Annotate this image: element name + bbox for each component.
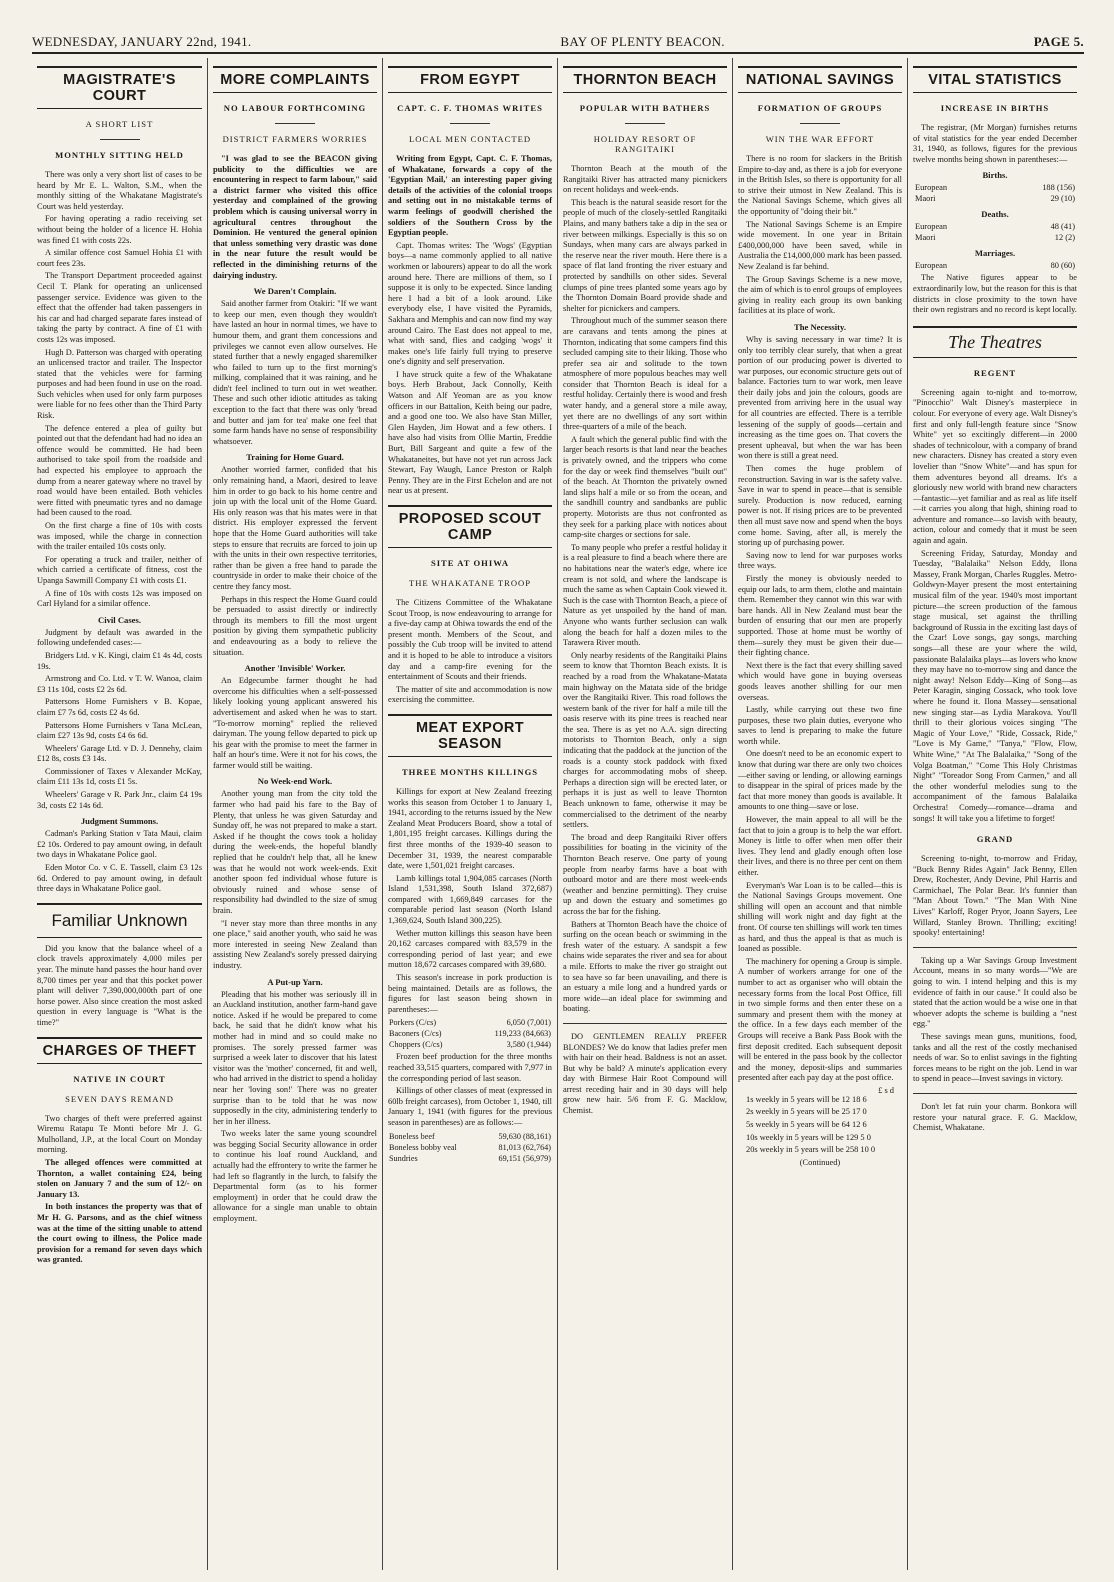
article-title: MAGISTRATE'S COURT: [37, 66, 202, 109]
article-subtitle: FORMATION OF GROUPS: [757, 103, 883, 113]
section-heading: GRAND: [976, 834, 1014, 845]
paragraph: Bridgers Ltd. v K. Kingi, claim £1 4s 4d, costs 19s.: [37, 650, 202, 671]
paragraph: However, the main appeal to all will be the fact that to join a group is to help the war effort. Money is little to offer when men offer their lives. They lend and gladly enough often lose their lives, and there is no three per cent on them either.: [738, 815, 902, 877]
paragraph: Another worried farmer, confided that his only remaining hand, a Maori, desired to leave him in order to go back to his home centre and join up with the local unit of the Home Guard. His only reason was that his mates were in that district. His employer expressed the fervent hope that the Home Guard authorities will take steps to ensure that recruits are forced to join up with the units in their own respective territories, rather than be given a free hand to parade the countryside in order to make their choice of the centre they fancy most.: [213, 465, 377, 591]
article-title: FROM EGYPT: [388, 66, 552, 93]
paragraph: The Group Savings Scheme is a new move, the aim of which is to enrol groups of employees giving in reality each group its own banking facilities at its place of work.: [738, 274, 902, 316]
paragraph: Thornton Beach at the mouth of the Rangitaiki River has attracted many picnickers on recent holidays and week-ends.: [563, 164, 727, 195]
advertisement: DO GENTLEMEN REALLY PREFER BLONDES? We do know that ladies prefer men with hair on their head. Baldness is not an asset. But why be bald? A minute's application every day with Birmese Hair Root Compound will arrest receding hair and in 30 days will help grow new hair. 5/6 from F. G. Macklow, Chemist.: [563, 1031, 727, 1116]
table-row: 2s weekly in 5 years will be 25 17 0: [746, 1107, 867, 1117]
column-national-savings: [732, 58, 907, 1570]
paragraph: Two weeks later the same young scoundrel was begging Social Security allowance in order to continue his loaf round Auckland, and actually had the effrontery to write the farmer he had left so flagrantly in the lurch, to falsify the Departmental form (as to his former employment) in order that he could draw the allowance for a single man unable to obtain employment.: [213, 1129, 377, 1224]
article-subtitle: POPULAR WITH BATHERS: [579, 103, 711, 113]
paragraph: Bathers at Thornton Beach have the choice of surfing on the ocean beach or swimming in the fresh water of the estuary. A sandspit a few chains wide separates the river and sea for about a mile. Efforts to make the river go straight out to sea have so far been unavailing, and there is an estuary a mile long and a hundred yards or more wide—an ideal place for swimming and boating.: [563, 919, 727, 1014]
table-row: 20s weekly in 5 years will be 258 10 0: [746, 1145, 876, 1155]
paragraph: Screening again to-night and to-morrow, "Pinocchio" Walt Disney's masterpiece in colour. For everyone of every age. Walt Disney's first and only full-length feature since "Snow White" yet so excitingly different—in 2000 shades of technicolour, with a company of brand new characters. Disney has created a story even lovelier than "Snow White"—and has spun for them adventures beyond all dreams. It's a gloriously new world with brand new characters—fantastic—yet familiar and as real as life itself—it carries you along that high, shining road to adventure and romance—so lavish with beauty, action, colour and comedy that it must be seen again and again.: [913, 387, 1077, 546]
article-subtitle: THREE MONTHS KILLINGS: [401, 766, 539, 777]
article-title: THORNTON BEACH: [563, 66, 727, 93]
paragraph: Killings for export at New Zealand freezing works this season from October 1 to January 1, 1941, according to the returns issued by the New Zealand Meat Producers Board, show a total of 1,801,195 freight carcases. Killings during the first three months of the 1939-40 season to December 31, 1939, the nearest comparable date, were 1,501,021 freight carcases.: [388, 786, 552, 871]
paragraph: In both instances the property was that of Mr H. G. Parsons, and as the chief witness was at the time of the sitting unable to attend the court owing to illness, the Police made provision for a remand for seven days which was granted.: [37, 1202, 202, 1265]
column-more-complaints: [207, 58, 382, 1570]
paragraph: Two charges of theft were preferred against Wiremu Ratapu Te Monti before Mr J. G. Mulholland, J.P., at the local Court on Monday morning.: [37, 1113, 202, 1155]
article-title: CHARGES OF THEFT: [37, 1037, 202, 1064]
paragraph: Armstrong and Co. Ltd. v T. W. Wanoa, claim £3 11s 10d, costs £2 2s 6d.: [37, 674, 202, 694]
paper-name: BAY OF PLENTY BEACON.: [560, 34, 725, 49]
paragraph: Firstly the money is obviously needed to equip our lads, to arm them, clothe and maintain them. Remember they cannot win this war with bare hands. All in New Zealand must bear the burden of ensuring that our men are properly supported. Those at home must be worthy of them—surely they must be given their due—their fighting chance.: [738, 573, 902, 658]
article-title: PROPOSED SCOUT CAMP: [388, 505, 552, 548]
paragraph: Capt. Thomas writes: The 'Wogs' (Egyptian boys—a name commonly applied to all native workmen or labourers) appear to do all the work around here. There are millions of them, so I suppose it is only to be expected. Since landing here I had a bit of a look around. Like everybody else, I have visited the Pyramids, Sakhara and Memphis and can now find my way around Cairo. The East does not appeal to me, what with sand, flies and cadging 'wogs' it makes one's life fairly full trying to preserve one's dignity and self preservation.: [388, 240, 552, 367]
article-subtitle: SEVEN DAYS REMAND: [65, 1093, 174, 1104]
paragraph: This beach is the natural seaside resort for the people of much of the closely-settled Rangitaiki Plains, and many bathers take a dip in the sea or river between milkings. Especially is this so on Sundays, when many cars are always parked in the reserve near the river mouth. Here there is a space of flat land fronting the river estuary and protected by sandhills on other sides. Several clumps of pine trees planted some years ago by the Thornton Domain Board provide shade and shelter for picnickers and campers.: [563, 197, 727, 313]
paragraph: The National Savings Scheme is an Empire wide movement. In one year in Britain £400,000,000 have been saved, while in Australia the £14,000,000 mark has been passed. New Zealand is far behind.: [738, 219, 902, 271]
paragraph: Pattersons Home Furnishers v Tana McLean, claim £27 13s 9d, costs £4 6s 6d.: [37, 720, 202, 741]
paragraph: A fine of 10s with costs 12s was imposed on Carl Hyland for a similar offence.: [37, 588, 202, 609]
article-subtitle: NO LABOUR FORTHCOMING: [223, 103, 367, 113]
paragraph: Said another farmer from Otakiri: "If we want to keep our men, even though they wouldn't have lasted an hour in normal times, we have to humour them, and grant them concessions and privileges we cannot even allow ourselves. He stated further that a newly engaged sharemilker who failed to turn up to the first morning's milking, complained that it was raining, and he didn't feel inclined to turn out in wet weather. These and such other idiotic attitudes as taking exception to the fact that there was only 'bread and butter and jam for tea' make one feel that some farm hands have no sense of responsibility whatsoever.: [213, 299, 377, 446]
paragraph: Frozen beef production for the three months reached 33,515 quarters, compared with 7,977 in the corresponding period of last season.: [388, 1052, 552, 1083]
column-vital-statistics: [907, 58, 1082, 1570]
masthead: [32, 30, 1084, 54]
paragraph: Eden Motor Co. v C. E. Tassell, claim £3 12s 6d. Ordered to pay amount owing, in default three days in Whakatane Police gaol.: [37, 863, 202, 894]
paragraph: The registrar, (Mr Morgan) furnishes returns of vital statistics for the year ended December 31, 1940, as follows, figures for the previous twelve months being shown in parentheses:—: [913, 123, 1077, 164]
article-title: MORE COMPLAINTS: [213, 66, 377, 93]
paragraph: Screening to-night, to-morrow and Friday, "Buck Benny Rides Again" Jack Benny, Ellen Drew, Rochester, Andy Devine, Phil Harris and Carmichael, The Polar Bear. It's funnier than "Man About Town." "The Man With Nine Lives" Karloff, Roger Pryor, Joann Sayers, Lee Willard, Stanley Brown. Thrilling; exciting! spooky! entertaining!: [913, 854, 1077, 938]
paragraph: Throughout much of the summer season there are caravans and tents among the pines at Thornton, indicating that some campers find this secluded camping site to their liking. Those who prefer sea air and solitude to the town atmosphere of more populous beaches may well consider that Thornton Beach is ideal for a restful holiday. Certainly there is wood and fresh water handy, and a general store a mile away, yet there are no dwellings of any sort within three-quarters of a mile of the beach.: [563, 316, 727, 432]
article-subtitle: MONTHLY SITTING HELD: [55, 150, 184, 160]
table-row: 10s weekly in 5 years will be 129 5 0: [746, 1132, 871, 1142]
paragraph: The broad and deep Rangitaiki River offers possibilities for boating in the vicinity of the Thornton Beach reserve. One party of young people from nearby farms have a boat with outboard motor and are there most week-ends (weather and benzine permitting). They cruise up and down the estuary and sometimes go across the bar for the fishing.: [563, 832, 727, 916]
lead-paragraph: Writing from Egypt, Capt. C. F. Thomas, of Whakatane, forwards a copy of the 'Egyptian Mail,' an interesting paper giving details of the activities of the colonial troops and setting out in no mistakable terms of warm feelings of goodwill cherished the soldiers of the Southern Cross by the Egyptian people.: [388, 154, 552, 238]
killings-table: Boneless beef 59,630 (88,161) Boneless bobby veal 81,013 (62,764) Sundries 69,151 (56,979): [389, 1131, 551, 1163]
paragraph: Then comes the huge problem of reconstruction. Saving in war is the safety valve. Save in war to spend in peace—that is sensible surely. Production is now reduced, earning power is not. If rising prices are to be prevented then all must save now and spend when the boys come home. Saving, after all, is merely the storing up of purchasing power.: [738, 464, 902, 548]
article-body: [37, 170, 202, 610]
article-title: Familiar Unknown: [37, 903, 202, 938]
paragraph: There is no room for slackers in the British Empire to-day and, as there is a job for everyone in the British Isles, so there is opportunity for all to strive their utmost in New Zealand. This is the National Savings Scheme, which gives all the opportunity of "doing their bit.": [738, 154, 902, 216]
column-magistrates-court: [32, 58, 207, 1570]
article-subtitle: DISTRICT FARMERS WORRIES: [222, 134, 368, 144]
paragraph: The Transport Department proceeded against Cecil T. Plank for operating an unlicensed passenger service. Evidence was given to the effect that the offender had taken passengers in his car and had charged separate fares instead of taking the party by contract. A fine of £1 with costs 12s was imposed.: [37, 271, 202, 344]
section-heading: Marriages.: [974, 248, 1016, 259]
paragraph: An Edgecumbe farmer thought he had overcome his difficulties when a self-possessed likely looking young applicant answered his advertisement and asked when he was to start. "To-morrow morning" replied the relieved dairyman. The young fellow departed to pick up his gear with the promise to meet the farmer in half an hour's time. Were it not for his cows, the farmer would still be waiting.: [213, 676, 377, 770]
table-row: 5s weekly in 5 years will be 64 12 6: [746, 1120, 867, 1130]
paragraph: "I never stay more than three months in any one place," said another youth, who said he was more interested in seeing New Zealand than assisting New Zealand's sorely pressed dairying industry.: [213, 918, 377, 970]
article-subtitle: LOCAL MEN CONTACTED: [408, 134, 532, 144]
section-heading: No Week-end Work.: [257, 776, 333, 787]
article-title: The Theatres: [913, 326, 1077, 358]
paragraph: Pattersons Home Furnishers v B. Kopae, claim £7 7s 6d, costs £2 4s 6d.: [37, 697, 202, 717]
article-subtitle: INCREASE IN BIRTHS: [940, 103, 1050, 113]
births-table: European 188 (156) Maori 29 (10): [915, 183, 1075, 204]
paragraph: Pleading that his mother was seriously ill in an Auckland institution, another farm-hand gave notice. Asked if he would be prepared to come back, he said that he didn't know what his mother had in mind and so could make no promises. The sorely pressed farmer was surprised a week later to discover that his latest visitor was the 'mother' concerned, fit and well, who had arrived in the district to spend a holiday near her 'loving son!' There was no greater surprise than to be told that he was now supposedly in the city, administering tenderly to her in her illness.: [213, 989, 377, 1126]
issue-date: WEDNESDAY, JANUARY 22nd, 1941.: [32, 34, 252, 49]
paragraph: Wheelers' Garage Ltd. v D. J. Dennehy, claim £12 8s, costs £3 14s.: [37, 743, 202, 764]
paragraph: A similar offence cost Samuel Hohia £1 with court fees 23s.: [37, 248, 202, 268]
paragraph: For having operating a radio receiving set without being the holder of a licence H. Hohia was fined £1 with costs 22s.: [37, 214, 202, 245]
paragraph: There was only a very short list of cases to be heard by Mr E. L. Walton, S.M., when the monthly sitting of the Whakatane Magistrate's Court was held yesterday.: [37, 170, 202, 211]
article-subtitle: SITE AT OHIWA: [430, 558, 510, 568]
article-subtitle: CAPT. C. F. THOMAS WRITES: [397, 103, 543, 113]
paragraph: Saving now to lend for war purposes works three ways.: [738, 550, 902, 571]
article-subtitle: HOLIDAY RESORT OF RANGITAIKI: [593, 134, 697, 154]
paragraph: Hugh D. Patterson was charged with operating an unlicensed tractor and trailer. The Inspector stated that the vehicles were for farming purposes and had been found in use on the road. Such vehicles when used for only farm purposes were liable for no fees other than the Third Party Risk.: [37, 347, 202, 421]
article-subtitle: NATIVE IN COURT: [73, 1073, 166, 1084]
paragraph: One doesn't need to be an economic expert to know that during war there are only two choices—either saving or lending, or allowing earnings to disappear in the spiral of prices made by the fact that more money than goods is available. It amounts to one thing—save or lose.: [738, 749, 902, 812]
section-heading: REGENT: [973, 367, 1017, 378]
marriages-table: European 80 (60): [915, 261, 1075, 271]
paragraph: The alleged offences were committed at Thornton, a wallet containing £24, being stolen on January 7 and the sum of 12/- on January 13.: [37, 1157, 202, 1199]
paragraph: Lamb killings total 1,904,085 carcases (North Island 1,531,398, South Island 372,687) compared with 1,669,849 carcases for the comparable period last season (North Island 1,369,624, South Island 300,225).: [388, 873, 552, 926]
section-heading: Deaths.: [981, 209, 1009, 220]
paragraph: Only nearby residents of the Rangitaiki Plains seem to know that Thornton Beach exists. It is reached by a road from the Whakatane-Matata main highway on the Matata side of the bridge over the Rangitaiki River. This road follows the western bank of the river for half a mile till the oasis reserve with its pine trees is reached near the sea. There is as yet no A.A. sign directing motorists to Thornton Beach, only a sign indicating that the paddock at the junction of the roads is a county stock paddock with fixed charges for accommodating mobs of sheep. Perhaps a direction sign will be erected later, or perhaps it is just as well to leave Thornton Beach unknown to fame, otherwise it may be commercialised to the detriment of the nearby settlers.: [563, 650, 727, 830]
paragraph: Killings of other classes of meat (expressed in 60lb freight carcases), from October 1, 1940, till January 1, 1941 (with figures for the previous season in parentheses) are as follows:—: [388, 1086, 552, 1127]
paragraph: A fault which the general public find with the larger beach resorts is that land near the beaches is privately owned, and the trippers who come for the day or week find themselves "built out" of the beach. At Thornton the privately owned land slips half a mile or so from the ocean, and the sandhill country and sandbanks are public property. Motorists are thus not confronted as they seek for a parking place with notices about camp-site charges or sections for sale.: [563, 434, 727, 540]
article-title: VITAL STATISTICS: [913, 66, 1077, 93]
paragraph: Taking up a War Savings Group Investment Account, means in so many words—"We are going to win. I intend helping and this is my evidence of faith in our cause." It could also be stated that the action would be a wise one in that whoever adopts the scheme is building a "nest egg.": [913, 955, 1077, 1029]
paragraph: Perhaps in this respect the Home Guard could be persuaded to assist directly or indirectly through its members to fill the most urgent position by giving them sympathetic publicity and endeavouring as a body to relieve the situation.: [213, 594, 377, 657]
paragraph: On the first charge a fine of 10s with costs was imposed, while the charge in connection with the trailer entailed 10s costs only.: [37, 521, 202, 552]
paragraph: Cadman's Parking Station v Tata Maui, claim £2 10s. Ordered to pay amount owing, in default two days in Whakatane Police gaol.: [37, 829, 202, 860]
continued-note: (Continued): [799, 1157, 841, 1167]
table-row: 1s weekly in 5 years will be 12 18 6: [746, 1094, 867, 1104]
section-heading: The Necessity.: [793, 321, 847, 332]
table-heading: £ s d: [878, 1085, 894, 1095]
paragraph: This season's increase in pork production is being maintained. Details are as follows, the figures for last season being shown in parentheses:—: [388, 973, 552, 1014]
section-heading: Another 'Invisible' Worker.: [244, 663, 346, 674]
paragraph: Did you know that the balance wheel of a clock travels approximately 4,000 miles per year. The minute hand passes the hour hand over 8,700 times per year and that this pocket power plant will deliver 7,390,000,000th part of one horse power. Also since creation the most asked question in every language is "What is the time?": [37, 943, 202, 1027]
paragraph: The defence entered a plea of guilty but pointed out that the defendant had had no idea an offence would be committed. He had been authorised to take spoil from the roadside and had expected his employee to approach the dump from a nearer gateway where no travel by road would have been entailed. Both vehicles were fitted with pneumatic tyres and no damage had been caused to the road.: [37, 423, 202, 518]
article-subtitle: A SHORT LIST: [85, 119, 154, 129]
paragraph: For operating a truck and trailer, neither of which carried a certificate of fitness, cost the Upanga Sawmill Company £1 with costs £1.: [37, 554, 202, 585]
section-heading: Births.: [982, 170, 1008, 181]
paragraph: Screening Friday, Saturday, Monday and Tuesday, "Balalaika" Nelson Eddy, Ilona Massey, Frank Morgan, Charles Ruggles. Metro-Goldwyn-Mayer present the most entertaining musical film of the year. 1940's most important picture—the screen production of the famous stage musical, set against the thrilling background of Russia in the exciting last days of the Czar! Love songs, gay songs, marching songs—all these are your where the wild, passionate Balalaika plays—as lovers who know they may have no to-morrow sing and dance the night away! Nelson Eddy—King of Song—as Peter Karagin, singing Cossack, who took love where he found it. Ilona Massey—sensational new singing star—as Lydia Marakova. You'll thrill to their glorious voices singing "The Magic of Your Love," "Ride, Cossack, Ride," "Love is My Game," "Tanya," "Flow, Flow, White Wine," "At The Balalaika," "Song of the Volga Boatman," "Come This Holy Christmas Night" "Toreador Song From Carmen," and all the other wonderful melodies sung to the accompaniment of the famous Balalaika Orchestra! Comedy—romance—drama and songs! It will take you a lifetime to forget!: [913, 548, 1077, 823]
section-heading: A Put-up Yarn.: [267, 976, 323, 987]
section-heading: We Daren't Complain.: [253, 286, 337, 297]
paragraph: Judgment by default was awarded in the following undefended cases:—: [37, 627, 202, 648]
article-subtitle: THE WHAKATANE TROOP: [408, 578, 532, 588]
paragraph: Everyman's War Loan is to be called—this is the National Savings Groups movement. One shilling will open an account and that nimble shilling will work night and day fight at the front. Of course ten shillings will work ten times as hard, and thus the appeal is that as much is loaned as possible.: [738, 880, 902, 954]
paragraph: Commissioner of Taxes v Alexander McKay, claim £11 13s 1d, costs £1 5s.: [37, 766, 202, 787]
page-number: PAGE 5.: [1033, 34, 1084, 49]
column-thornton-beach: [557, 58, 732, 1570]
section-heading: Civil Cases.: [98, 614, 141, 625]
section-heading: Training for Home Guard.: [246, 452, 344, 463]
paragraph: Next there is the fact that every shilling saved which would have gone in buying overseas goods leaves another shilling for our men overseas.: [738, 660, 902, 702]
paragraph: Wheelers' Garage v R. Park Jnr., claim £4 19s 3d, costs £2 14s 6d.: [37, 790, 202, 810]
article-subtitle: WIN THE WAR EFFORT: [765, 134, 875, 144]
paragraph: Why is saving necessary in war time? It is only too terribly clear surely, that when a great portion of our producing power is diverted to war purposes, our economic structure gets out of balance. Factories turn to war work, men leave their daily jobs and join the colours, goods are prevented from arriving here in the usual way for all countries are effected. There is a terrible lessening of the supply of goods—certain and increasing as the time goes on. That covers the present upheaval, but when the war has been won there is still a great need.: [738, 334, 902, 461]
column-from-egypt: [382, 58, 557, 1570]
advertisement: Don't let fat ruin your charm. Bonkora will restore your natural grace. F. G. Macklow, Chemist, Whakatane.: [913, 1101, 1077, 1133]
article-title: MEAT EXPORT SEASON: [388, 714, 552, 757]
paragraph: The Citizens Committee of the Whakatane Scout Troop, is now endeavouring to arrange for a five-day camp at Ohiwa towards the end of the present month. Members of the Scout, and possibly the Cub troop will be invited to attend and it is hoped to be able to introduce a visitors day and a camp-fire evening for the entertainment of Scouts and their friends.: [388, 598, 552, 682]
paragraph: These savings mean guns, munitions, food, tanks and all the rest of the costly mechanised needs of war. So to enlist savings in the fighting forces means to be right on the job. Lend in war to spend in peace—Invest savings in victory.: [913, 1032, 1077, 1084]
paragraph: Wether mutton killings this season have been 20,162 carcases compared with 83,579 in the corresponding period of last year; and ewe mutton 18,672 carcases compared with 39,680.: [388, 928, 552, 970]
lead-paragraph: "I was glad to see the BEACON giving publicity to the difficulties we are encountering in respect to farm labour," said a district farmer who visited this office yesterday and complained of the growing problem which is causing universal worry in agricultural centres throughout the Dominion. He ventured the general opinion that unless something very drastic was done in the near future the result would be reflected in the diminishing returns of the dairying industry.: [213, 154, 377, 280]
paragraph: The matter of site and accommodation is now exercising the committee.: [388, 684, 552, 705]
paragraph: The machinery for opening a Group is simple. A number of workers arrange for one of the number to act as organiser who will obtain the necessary forms from the local Post Office, fill in two simple forms and then enter these on a summary and present them with the money at the office. In a few days each member of the Groups will receive a Bank Pass Book with the first deposit credited. Each subsequent deposit will be entered in the pass book by the collector and the money, deposit-slips and summaries presented after each pay day at the post office.: [738, 956, 902, 1083]
section-heading: Judgment Summons.: [80, 816, 159, 827]
paragraph: Another young man from the city told the farmer who had paid his fare to the Bay of Plenty, that unless he was given Saturday and Sunday off, he was not prepared to make a start. Asked if he thought the cows took a holiday during the week-ends, the hopeful blandly replied that he couldn't help that, all he knew was that he would not work week-ends. Exit another spoon fed individual whose future is obviously ruined and whose sense of responsibility had dwindled to the size of smug brain.: [213, 789, 377, 915]
savings-table: [738, 1095, 902, 1156]
article-title: NATIONAL SAVINGS: [738, 66, 902, 93]
paragraph: I have struck quite a few of the Whakatane boys. Herb Brabout, Jack Connolly, Keith Watson and Alf Yeoman are as you know officers in our Battalion, Keith being our padre, and a good one too. We also have Stan Miller, Glen Hayden, Jim Howat and a few others. I have also had visits from Ollie Martin, Freddie Burt, Bill Sargeant and quite a few of the Whakataneites, but have not yet run across Jack Stewart, Fay Waugh, Lance Preston or Ralph Penny. They are in the First Echelon and are not near us at present.: [388, 369, 552, 496]
deaths-table: European 48 (41) Maori 12 (2): [915, 222, 1075, 243]
paragraph: The Native figures appear to be extraordinarily low, but the reason for this is that districts in close proximity to the town have their own registrars and no record is kept locally.: [913, 273, 1077, 315]
paragraph: To many people who prefer a restful holiday it is a real pleasure to find a beach where there are no habitations near the water's edge, where ice cream is not sold, and where the landscape is much the same as when Captain Cook viewed it. Such is the case with Thornton Beach, a piece of Nature as yet unspoiled by the hand of man. Anyone who wants further seclusion can walk along the beach for half a dozen miles to the Tarawera River mouth.: [563, 542, 727, 648]
pork-table: Porkers (C/cs) 6,050 (7,001) Baconers (C/cs) 119,233 (84,663) Choppers (C/cs) 3,580 (1,944): [389, 1018, 551, 1050]
paragraph: Lastly, while carrying out these two fine purposes, these two plain duties, everyone who saves to lend is preparing to make the future worth while.: [738, 705, 902, 746]
